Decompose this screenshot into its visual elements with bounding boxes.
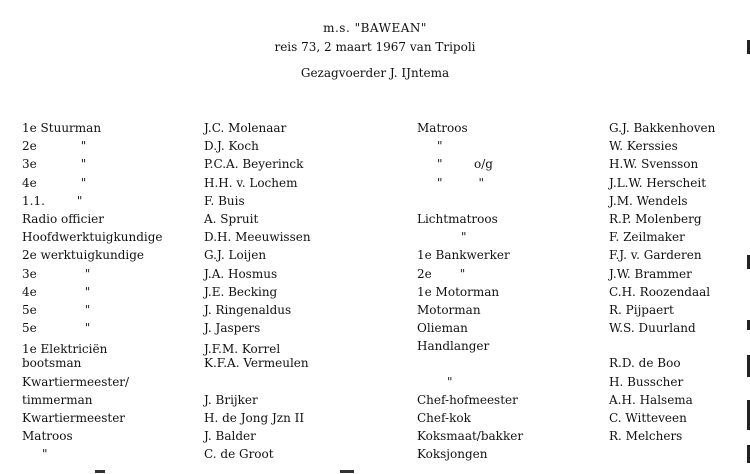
rank-row: "	[461, 230, 467, 245]
rank-row: 3e "	[22, 266, 91, 281]
name-row: H. Busscher	[609, 374, 684, 389]
name-row: W.S. Duurland	[609, 321, 696, 336]
name-row: J.W. Brammer	[609, 266, 692, 281]
rank-row: Kwartiermeester/	[22, 374, 130, 389]
name-row: F. Buis	[204, 193, 245, 208]
name-row: G.J. Bakkenhoven	[609, 121, 716, 135]
rank-row: Olieman	[417, 321, 468, 336]
rank-row: Matroos	[22, 429, 73, 444]
rank-row: Matroos	[417, 121, 468, 135]
name-row: J.E. Becking	[204, 284, 278, 299]
name-row: J.L.W. Herscheit	[609, 175, 707, 190]
rank-row: bootsman	[22, 356, 82, 371]
name-row: A. Spruit	[204, 211, 259, 226]
name-row: J. Ringenaldus	[204, 302, 292, 317]
name-row: A.H. Halsema	[609, 392, 693, 407]
rank-row: 5e "	[22, 321, 91, 336]
name-row: H.H. v. Lochem	[204, 175, 298, 190]
rank-row: 1e Elektriciën	[22, 342, 108, 357]
name-row: J. Brijker	[204, 392, 258, 407]
name-row: F. Zeilmaker	[609, 230, 685, 245]
name-row: J.C. Molenaar	[204, 121, 287, 135]
name-row: C.H. Roozendaal	[609, 284, 711, 299]
rank-row: Koksjongen	[417, 447, 488, 462]
rank-row: Chef-hofmeester	[417, 392, 518, 407]
rank-row: "	[447, 374, 453, 389]
name-column-left	[204, 119, 311, 464]
captain-line: Gezagvoerder J. IJntema	[300, 66, 450, 80]
rank-row: 2e werktuigkundige	[22, 248, 145, 263]
rank-row: 2e "	[22, 139, 87, 154]
name-row: R. Melchers	[609, 429, 683, 444]
rank-column-left	[22, 119, 163, 464]
name-row: W. Kerssies	[609, 139, 678, 154]
name-row: J.A. Hosmus	[204, 266, 278, 281]
rank-row	[417, 192, 523, 210]
rank-row: Lichtmatroos	[417, 211, 498, 226]
rank-row: Kwartiermeester	[22, 411, 126, 425]
name-row: J. Jaspers	[204, 321, 261, 336]
rank-row: "	[42, 447, 48, 462]
name-row	[204, 373, 311, 391]
scan-speck	[340, 470, 354, 473]
rank-column-right	[417, 119, 523, 464]
name-row: R.P. Molenberg	[609, 211, 702, 226]
rank-row: 4e "	[22, 284, 91, 299]
rank-row: Radio officier	[22, 211, 105, 226]
rank-row: "	[437, 139, 443, 154]
rank-row: Chef-kok	[417, 411, 471, 425]
rank-row: 1e Motorman	[417, 284, 500, 299]
rank-row: Handlanger	[417, 339, 490, 354]
name-row: C. Witteveen	[609, 411, 687, 425]
rank-row: Koksmaat/bakker	[417, 429, 524, 444]
name-row: D.H. Meeuwissen	[204, 230, 311, 245]
name-row: J.M. Wendels	[609, 193, 688, 208]
name-row: J. Balder	[204, 429, 256, 444]
name-row: C. de Groot	[204, 447, 274, 462]
rank-row: Hoofdwerktuigkundige	[22, 230, 163, 245]
name-row: J.F.M. Korrel	[204, 342, 281, 357]
name-row: D.J. Koch	[204, 139, 259, 154]
name-row: G.J. Loijen	[204, 248, 267, 263]
name-row: P.C.A. Beyerinck	[204, 157, 304, 172]
rank-row: timmerman	[22, 392, 93, 407]
name-row: H.W. Svensson	[609, 157, 699, 172]
name-row: F.J. v. Garderen	[609, 248, 702, 263]
scan-speck	[95, 470, 105, 473]
voyage-line: reis 73, 2 maart 1967 van Tripoli	[274, 40, 476, 54]
rank-row: 3e "	[22, 157, 87, 172]
rank-row: 2e "	[417, 266, 466, 281]
name-row: R.D. de Boo	[609, 356, 681, 371]
name-row: H. de Jong Jzn II	[204, 411, 305, 425]
rank-row: 1e Stuurman	[22, 121, 102, 135]
name-column-right	[609, 119, 715, 445]
name-row: R. Pijpaert	[609, 302, 674, 317]
rank-row: 4e "	[22, 175, 87, 190]
rank-row: " o/g	[437, 157, 493, 172]
rank-row: Motorman	[417, 302, 481, 317]
rank-row: 5e "	[22, 302, 91, 317]
rank-row: 1.1. "	[22, 193, 83, 208]
ship-name: m.s. "BAWEAN"	[323, 21, 427, 35]
rank-row: 1e Bankwerker	[417, 248, 510, 263]
name-row: K.F.A. Vermeulen	[204, 356, 309, 371]
rank-row: " "	[437, 175, 485, 190]
